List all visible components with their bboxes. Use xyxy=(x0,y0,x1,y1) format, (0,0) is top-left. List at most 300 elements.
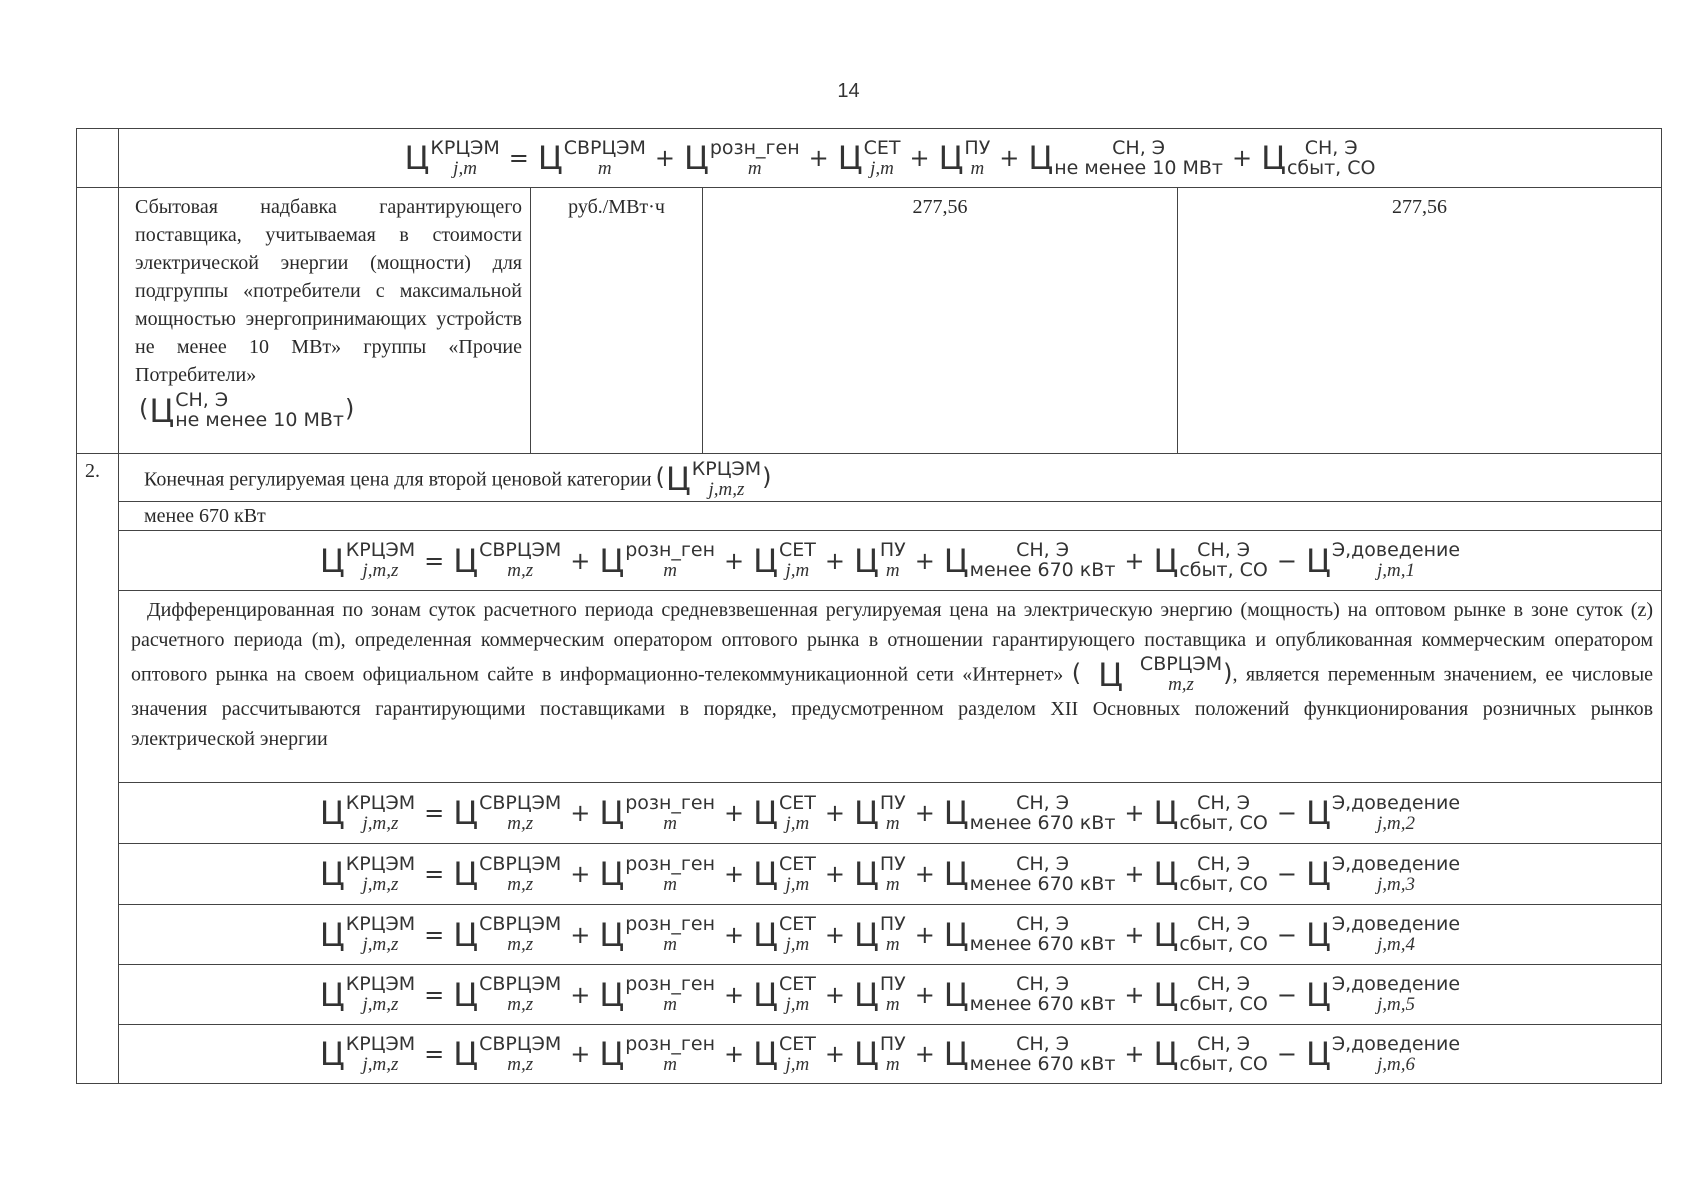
price-symbol: Ц xyxy=(665,460,691,498)
operator: + xyxy=(570,920,591,949)
explanation-row xyxy=(77,591,1662,783)
price-symbol: Ц xyxy=(537,139,563,177)
price-symbol: Ц xyxy=(1153,915,1179,954)
price-symbol: Ц xyxy=(943,855,969,893)
operator: = xyxy=(424,920,445,949)
subscript: менее 670 кВт xyxy=(969,872,1116,895)
formula-term xyxy=(938,136,991,179)
price-symbol: Ц xyxy=(853,915,879,954)
subscript: m xyxy=(663,994,677,1015)
price-symbol: Ц xyxy=(683,139,709,177)
operator: = xyxy=(424,980,445,1009)
category2-title-row xyxy=(77,454,1662,502)
formula-term xyxy=(1306,915,1460,954)
price-symbol: Ц xyxy=(319,1035,345,1073)
open-paren: ( xyxy=(1071,658,1082,687)
formula-term xyxy=(1261,136,1376,179)
formula-term xyxy=(854,541,906,580)
price-symbol: Ц xyxy=(853,855,879,893)
superscript: СН, Э xyxy=(1016,1032,1069,1055)
formula-term xyxy=(753,975,816,1014)
operator: + xyxy=(570,1040,591,1068)
formula-term xyxy=(1153,852,1268,895)
markup-row xyxy=(77,188,1662,454)
superscript: КРЦЭМ xyxy=(430,136,500,159)
formula-term xyxy=(599,791,716,834)
markup-symbol xyxy=(139,391,522,430)
formula-lhs xyxy=(319,791,416,834)
formula-term xyxy=(1154,915,1268,954)
formula-term xyxy=(453,1032,562,1075)
formula-term xyxy=(453,541,561,580)
operator: − xyxy=(1276,920,1297,949)
formula-term xyxy=(453,915,561,954)
operator: + xyxy=(824,799,845,827)
operator: + xyxy=(570,860,591,888)
open-paren: ( xyxy=(655,463,665,491)
superscript: розн_ген xyxy=(625,539,716,561)
superscript: СН, Э xyxy=(1016,913,1069,935)
operator: + xyxy=(914,1040,935,1068)
superscript: СВРЦЭМ xyxy=(563,136,646,159)
formula-term xyxy=(753,541,816,580)
markup-value-1: 277,56 xyxy=(912,196,968,218)
price-symbol: Ц xyxy=(753,794,778,832)
subscript: сбыт, СО xyxy=(1179,1052,1268,1075)
price-symbol: Ц xyxy=(319,915,345,954)
formula-term xyxy=(1154,541,1268,580)
price-symbol: Ц xyxy=(599,915,625,954)
superscript: розн_ген xyxy=(625,1032,716,1055)
formula-term xyxy=(1306,541,1460,580)
subscript: j,m,z xyxy=(362,560,399,581)
category2-title: Конечная регулируемая цена для второй ценовой категории xyxy=(144,468,652,490)
subscript: j,m,z xyxy=(362,873,399,895)
superscript: ПУ xyxy=(879,852,906,875)
price-symbol: Ц xyxy=(319,794,345,832)
formula-term xyxy=(599,915,715,954)
number-cell-empty xyxy=(77,188,119,454)
formula-term xyxy=(854,975,906,1014)
formula-lhs xyxy=(319,852,416,895)
operator: + xyxy=(914,799,935,827)
formula-term xyxy=(599,975,715,1014)
subscript: не менее 10 МВт xyxy=(1054,156,1223,179)
superscript: КРЦЭМ xyxy=(345,791,416,814)
formula-row xyxy=(77,531,1662,591)
superscript: СН, Э xyxy=(1197,913,1251,935)
explanation-part1: Дифференцированная по зонам суток расчетного периода средневзвешенная регулируемая цена на электрическую энергию (мощность) на оптовом рынке в зоне суток (z) расчетного периода (m), определенная коммерческим оператором оптового рынка в отношении гарантирующего поставщика и опубликованная коммерческим оператором оптового рынка на своем официальном сайте в информационно-телекоммуникационной сети «Интернет» xyxy=(131,599,1654,686)
operator: + xyxy=(824,980,845,1009)
subscript: j,m,z xyxy=(362,812,399,834)
formula-krcem-zone-2 xyxy=(119,791,1661,834)
page-number: 14 xyxy=(837,80,860,102)
superscript: СН, Э xyxy=(1016,539,1069,561)
subscript: j,m xyxy=(785,560,810,581)
operator: = xyxy=(424,546,445,575)
superscript: СЕТ xyxy=(778,539,816,561)
superscript: КРЦЭМ xyxy=(345,973,416,995)
price-symbol: Ц xyxy=(453,975,479,1014)
subscript: m xyxy=(885,934,900,955)
price-symbol: Ц xyxy=(1153,541,1179,580)
price-symbol: Ц xyxy=(1306,541,1331,580)
superscript: СВРЦЭМ xyxy=(1139,653,1223,675)
subscript: j,m,z xyxy=(362,994,399,1015)
tariff-table xyxy=(76,128,1662,1084)
subscript: j,m xyxy=(785,873,810,895)
superscript: СН, Э xyxy=(1016,973,1069,995)
formula-term xyxy=(599,1032,716,1075)
price-symbol: Ц xyxy=(943,915,969,954)
formula-term xyxy=(943,852,1116,895)
operator: = xyxy=(424,860,445,888)
subscript: j,m,2 xyxy=(1376,812,1415,834)
formula-term xyxy=(537,136,646,179)
operator: + xyxy=(999,144,1020,172)
price-symbol: Ц xyxy=(943,541,969,580)
subscript: сбыт, СО xyxy=(1179,933,1268,955)
formula-term xyxy=(1306,791,1461,834)
formula-term xyxy=(943,791,1116,834)
superscript: ПУ xyxy=(879,539,906,561)
superscript: СВРЦЭМ xyxy=(479,539,562,561)
subscript: j,m xyxy=(785,812,810,834)
price-symbol: Ц xyxy=(453,794,479,832)
price-symbol: Ц xyxy=(599,975,625,1014)
superscript: СВРЦЭМ xyxy=(479,913,562,935)
subscript: m,z xyxy=(1168,674,1194,695)
formula-lhs xyxy=(320,541,415,580)
superscript: Э,доведение xyxy=(1331,913,1461,935)
open-paren: ( xyxy=(139,394,149,423)
formula-term xyxy=(1306,852,1461,895)
superscript: СЕТ xyxy=(778,852,816,875)
superscript: Э,доведение xyxy=(1331,852,1461,875)
formula-krcem-zone-3 xyxy=(119,852,1661,895)
operator: + xyxy=(724,799,745,827)
price-symbol: Ц xyxy=(319,855,345,893)
subscript: менее 670 кВт xyxy=(969,993,1116,1015)
formula-term xyxy=(453,852,562,895)
subscript: j,m xyxy=(785,1053,810,1075)
subscript: m,z xyxy=(507,934,534,955)
number-cell-empty xyxy=(77,129,119,188)
superscript: СВРЦЭМ xyxy=(479,1032,562,1055)
superscript: СН, Э xyxy=(1197,852,1251,875)
superscript: КРЦЭМ xyxy=(345,1032,416,1055)
formula-lhs xyxy=(319,1032,416,1075)
formula-krcem-zone-4 xyxy=(119,915,1661,954)
operator: + xyxy=(914,546,935,575)
superscript: СВРЦЭМ xyxy=(479,973,562,995)
price-symbol: Ц xyxy=(837,139,863,177)
operator: + xyxy=(724,1040,745,1068)
operator: + xyxy=(914,860,935,888)
formula-term xyxy=(944,975,1116,1014)
price-symbol: Ц xyxy=(943,794,969,832)
close-paren: ) xyxy=(1223,658,1233,687)
subscript: менее 670 кВт xyxy=(969,559,1116,581)
superscript: СЕТ xyxy=(863,136,901,159)
operator: + xyxy=(570,799,591,827)
subscript: m xyxy=(663,1053,677,1075)
operator: + xyxy=(824,920,845,949)
operator: + xyxy=(824,546,845,575)
subscript: m xyxy=(597,157,612,179)
operator: = xyxy=(424,799,445,827)
subscript: j,m,5 xyxy=(1376,994,1415,1015)
formula-row xyxy=(77,1025,1662,1084)
markup-description: Сбытовая надбавка гарантирующего поставщика, учитываемая в стоимости электрической энергии (мощности) для подгруппы «потребители с максимальной мощностью энергопринимающих устройств не менее 10 МВт» группы «Прочие Потребители» xyxy=(135,196,522,386)
price-symbol: Ц xyxy=(753,975,778,1014)
subscript: m xyxy=(663,934,677,955)
category2-title-symbol xyxy=(655,457,772,500)
operator: + xyxy=(914,980,935,1009)
formula-term xyxy=(453,791,562,834)
superscript: СЕТ xyxy=(778,791,816,814)
explanation-part2: , является переменным значением, ее числовые значения рассчитываются гарантирующими поставщиками в порядке, предусмотренном разделом XII Основных положений функционирования розничных рынков электрической энергии xyxy=(131,663,1654,750)
inline-symbol xyxy=(1082,655,1222,694)
operator: + xyxy=(808,144,829,172)
formula-term xyxy=(753,1032,816,1075)
inline-symbol xyxy=(149,391,344,430)
subscript: j,m,3 xyxy=(1376,873,1415,895)
formula-term xyxy=(599,541,715,580)
superscript: СВРЦЭМ xyxy=(479,852,562,875)
superscript: ПУ xyxy=(964,136,991,159)
subscript: менее 670 кВт xyxy=(969,933,1116,955)
operator: + xyxy=(654,144,675,172)
price-symbol: Ц xyxy=(853,1035,879,1073)
formula-row xyxy=(77,905,1662,965)
formula-term xyxy=(853,791,906,834)
subscript: m,z xyxy=(507,1053,534,1075)
subscript: j,m,z xyxy=(362,1053,399,1075)
superscript: розн_ген xyxy=(625,791,716,814)
superscript: СН, Э xyxy=(1197,973,1251,995)
price-symbol: Ц xyxy=(453,855,479,893)
subscript: j,m,6 xyxy=(1376,1053,1415,1075)
subscript: m xyxy=(663,812,677,834)
subscript: j,m,4 xyxy=(1376,934,1415,955)
operator: − xyxy=(1276,546,1297,575)
operator: = xyxy=(424,1040,445,1068)
formula-term xyxy=(1306,1032,1461,1075)
subscript: сбыт, СО xyxy=(1179,993,1268,1015)
operator: = xyxy=(508,144,529,172)
inline-symbol xyxy=(665,457,762,500)
operator: + xyxy=(724,860,745,888)
formula-term xyxy=(599,852,716,895)
formula-term xyxy=(1306,975,1460,1014)
subscript: не менее 10 МВт xyxy=(175,409,344,431)
formula-krcem-zone-5 xyxy=(119,975,1661,1014)
price-symbol: Ц xyxy=(453,915,479,954)
formula-term xyxy=(753,915,816,954)
markup-unit: руб./МВт·ч xyxy=(568,196,665,218)
price-symbol: Ц xyxy=(1153,1035,1179,1073)
formula-lhs xyxy=(320,975,415,1014)
formula-term xyxy=(753,852,816,895)
price-symbol: Ц xyxy=(943,1035,969,1073)
formula-krcem-10mw xyxy=(119,136,1661,179)
formula-row xyxy=(77,783,1662,844)
subscript: j,m xyxy=(870,157,894,179)
subscript: m xyxy=(885,994,900,1015)
price-symbol: Ц xyxy=(943,975,969,1014)
price-symbol: Ц xyxy=(599,855,625,893)
operator: − xyxy=(1276,1040,1297,1068)
formula-term xyxy=(944,541,1116,580)
operator: + xyxy=(724,920,745,949)
operator: − xyxy=(1276,799,1297,827)
formula-term xyxy=(853,1032,906,1075)
formula-term xyxy=(1153,1032,1268,1075)
superscript: СН, Э xyxy=(1304,136,1358,159)
operator: + xyxy=(570,546,591,575)
price-symbol: Ц xyxy=(453,1035,479,1073)
subscript: j,m xyxy=(453,157,477,179)
operator: + xyxy=(824,860,845,888)
formula-row-10mw xyxy=(77,129,1662,188)
superscript: розн_ген xyxy=(625,852,716,875)
formula-term xyxy=(453,975,561,1014)
superscript: КРЦЭМ xyxy=(691,457,762,480)
close-paren: ) xyxy=(762,463,772,491)
formula-term xyxy=(1028,136,1223,179)
formula-term xyxy=(943,1032,1116,1075)
price-symbol: Ц xyxy=(1261,139,1286,177)
formula-term xyxy=(837,136,901,179)
superscript: КРЦЭМ xyxy=(345,852,416,875)
superscript: СН, Э xyxy=(1197,1032,1251,1055)
subscript: m xyxy=(885,873,900,895)
subscript: сбыт, СО xyxy=(1286,156,1376,179)
subscript: m xyxy=(663,560,677,581)
category2-number: 2. xyxy=(77,454,119,1084)
superscript: КРЦЭМ xyxy=(345,539,416,561)
superscript: Э,доведение xyxy=(1331,1032,1461,1055)
superscript: Э,доведение xyxy=(1331,973,1461,995)
superscript: СЕТ xyxy=(778,913,816,935)
subscript: j,m,z xyxy=(362,934,399,955)
superscript: СН, Э xyxy=(1197,791,1251,814)
formula-term xyxy=(944,915,1116,954)
price-symbol: Ц xyxy=(599,794,625,832)
superscript: СВРЦЭМ xyxy=(479,791,562,814)
subscript: менее 670 кВт xyxy=(969,811,1116,834)
operator: + xyxy=(1124,920,1145,949)
operator: + xyxy=(724,546,745,575)
price-symbol: Ц xyxy=(319,541,345,580)
price-symbol: Ц xyxy=(1028,139,1054,177)
operator: + xyxy=(724,980,745,1009)
price-symbol: Ц xyxy=(319,975,345,1014)
operator: + xyxy=(1124,1040,1145,1068)
subscript: m,z xyxy=(507,560,534,581)
subscript: m xyxy=(885,812,900,834)
formula-term xyxy=(854,915,906,954)
price-symbol: Ц xyxy=(599,1035,625,1073)
superscript: СН, Э xyxy=(1112,136,1166,159)
superscript: СН, Э xyxy=(175,389,229,411)
superscript: розн_ген xyxy=(625,973,716,995)
formula-term xyxy=(1154,975,1268,1014)
operator: + xyxy=(824,1040,845,1068)
price-symbol: Ц xyxy=(1306,794,1331,832)
superscript: СН, Э xyxy=(1197,539,1251,561)
superscript: розн_ген xyxy=(625,913,716,935)
price-symbol: Ц xyxy=(1153,794,1179,832)
subscript: j,m,z xyxy=(708,478,745,500)
price-symbol: Ц xyxy=(853,794,879,832)
operator: + xyxy=(1124,860,1145,888)
price-symbol: Ц xyxy=(149,391,175,430)
subgroup-row xyxy=(77,502,1662,531)
price-symbol: Ц xyxy=(453,541,479,580)
superscript: розн_ген xyxy=(709,136,800,159)
subscript: j,m,1 xyxy=(1376,560,1415,581)
operator: − xyxy=(1276,980,1297,1009)
explanation-symbol xyxy=(1071,653,1233,695)
subscript: менее 670 кВт xyxy=(969,1052,1116,1075)
subscript: j,m xyxy=(785,934,810,955)
operator: + xyxy=(1124,799,1145,827)
markup-value-2: 277,56 xyxy=(1392,196,1447,218)
formula-krcem-zone-6 xyxy=(119,1032,1661,1075)
subscript: m xyxy=(885,1053,900,1075)
superscript: ПУ xyxy=(879,913,906,935)
operator: + xyxy=(1231,144,1253,172)
operator: + xyxy=(909,144,930,172)
price-symbol: Ц xyxy=(1306,855,1331,893)
price-symbol: Ц xyxy=(1098,655,1123,694)
superscript: СН, Э xyxy=(1016,791,1069,814)
price-symbol: Ц xyxy=(1306,975,1331,1014)
subscript: сбыт, СО xyxy=(1179,872,1268,895)
formula-term xyxy=(853,852,906,895)
subscript: m xyxy=(663,873,677,895)
subscript: сбыт, СО xyxy=(1179,559,1268,581)
explanation-text xyxy=(131,595,1653,754)
formula-row xyxy=(77,965,1662,1025)
subscript: m xyxy=(885,560,900,581)
subscript: m,z xyxy=(507,873,534,895)
subscript: j,m xyxy=(785,994,810,1015)
price-symbol: Ц xyxy=(753,855,778,893)
subscript: m xyxy=(747,157,762,179)
price-symbol: Ц xyxy=(753,1035,778,1073)
price-symbol: Ц xyxy=(599,541,625,580)
formula-term xyxy=(683,136,800,179)
superscript: КРЦЭМ xyxy=(345,913,416,935)
subscript: m xyxy=(970,157,985,179)
operator: + xyxy=(570,980,591,1009)
subgroup-label: менее 670 кВт xyxy=(144,505,266,527)
superscript: ПУ xyxy=(879,1032,906,1055)
price-symbol: Ц xyxy=(853,975,879,1014)
close-paren: ) xyxy=(344,394,355,423)
formula-krcem-zone-1 xyxy=(119,541,1661,580)
price-symbol: Ц xyxy=(753,915,778,954)
operator: − xyxy=(1276,860,1297,888)
superscript: Э,доведение xyxy=(1331,539,1461,561)
superscript: СЕТ xyxy=(778,973,816,995)
price-symbol: Ц xyxy=(938,139,964,177)
superscript: Э,доведение xyxy=(1331,791,1461,814)
price-symbol: Ц xyxy=(1306,1035,1331,1073)
